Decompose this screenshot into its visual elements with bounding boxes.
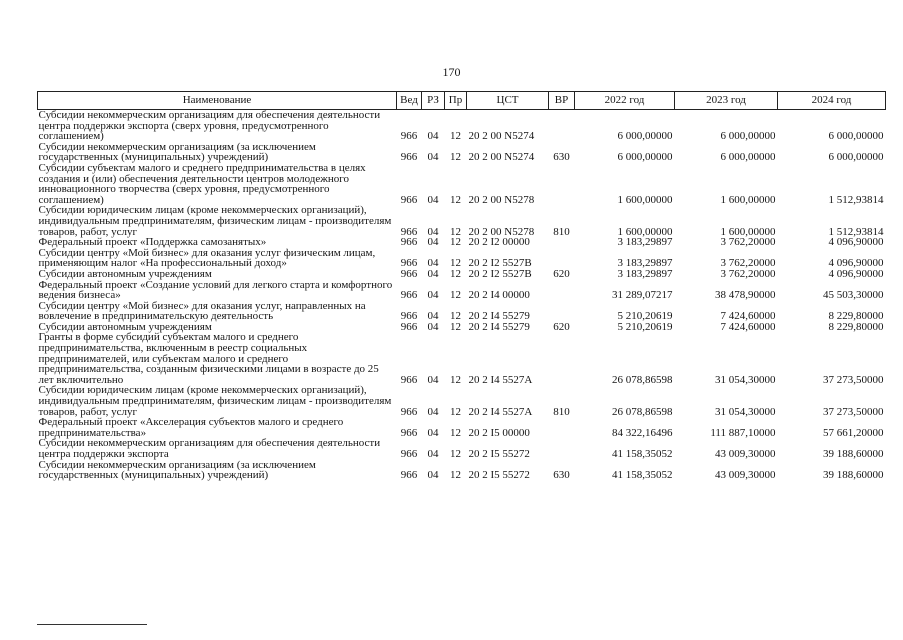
row-2023: 43 009,30000 bbox=[715, 469, 776, 482]
header-2023: 2023 год bbox=[675, 92, 778, 110]
row-pr: 12 bbox=[450, 236, 461, 249]
row-pr: 12 bbox=[450, 225, 461, 238]
table-row bbox=[38, 163, 886, 205]
row-vr bbox=[549, 332, 575, 385]
row-ved: 966 bbox=[400, 225, 418, 238]
row-2022: 3 183,29897 bbox=[617, 236, 673, 249]
row-name: Федеральный проект «Поддержка самозанятых» bbox=[38, 236, 267, 249]
table-row bbox=[38, 205, 886, 237]
row-2023: 1 600,00000 bbox=[720, 193, 776, 206]
row-2022: 26 078,86598 bbox=[612, 373, 673, 386]
row-ved: 966 bbox=[400, 236, 418, 249]
row-vr bbox=[549, 163, 575, 205]
row-vr bbox=[549, 248, 575, 269]
row-2023: 3 762,20000 bbox=[720, 257, 776, 270]
row-rz: 04 bbox=[427, 130, 439, 143]
row-pr: 12 bbox=[450, 289, 461, 302]
row-2024: 6 000,00000 bbox=[828, 130, 884, 143]
row-2023: 31 054,30000 bbox=[715, 373, 776, 386]
row-rz: 04 bbox=[427, 257, 439, 270]
table-row bbox=[38, 460, 886, 481]
row-name: Субсидии автономным учреждениям bbox=[38, 320, 212, 333]
row-ved: 966 bbox=[400, 130, 418, 143]
header-2024: 2024 год bbox=[778, 92, 886, 110]
page-number: 170 bbox=[442, 65, 461, 79]
row-2023: 1 600,00000 bbox=[720, 225, 776, 238]
row-2022: 1 600,00000 bbox=[617, 193, 673, 206]
row-name: Субсидии центру «Мой бизнес» для оказания услуг физическим лицам, применяющим налог «На профессиональный доход» bbox=[38, 246, 376, 270]
row-2023: 43 009,30000 bbox=[715, 448, 776, 460]
row-rz: 04 bbox=[427, 151, 439, 164]
header-name: Наименование bbox=[38, 92, 397, 110]
row-rz: 04 bbox=[427, 405, 439, 418]
row-rz: 04 bbox=[427, 289, 439, 302]
table-row bbox=[38, 142, 886, 163]
row-vr: 630 bbox=[553, 151, 570, 164]
row-2023: 3 762,20000 bbox=[720, 236, 776, 249]
row-pr: 12 bbox=[450, 257, 461, 270]
header-2022: 2022 год bbox=[575, 92, 675, 110]
row-vr bbox=[549, 237, 575, 248]
row-cst: 20 2 00 N5274 bbox=[468, 151, 535, 164]
table-row bbox=[38, 269, 886, 280]
table-row bbox=[38, 248, 886, 269]
table-row bbox=[38, 385, 886, 417]
table-row bbox=[38, 417, 886, 438]
row-2024: 8 229,80000 bbox=[828, 320, 884, 333]
row-2022: 41 158,35052 bbox=[612, 448, 673, 460]
table-row bbox=[38, 301, 886, 322]
row-vr bbox=[549, 280, 575, 301]
row-name: Субсидии некоммерческим организациям (за исключением государственных (муниципальных) учреждений) bbox=[38, 140, 316, 164]
row-2023: 3 762,20000 bbox=[720, 267, 776, 280]
row-2022: 84 322,16496 bbox=[612, 426, 673, 439]
row-2024: 39 188,60000 bbox=[823, 469, 884, 482]
row-2023: 7 424,60000 bbox=[720, 310, 776, 323]
row-cst: 20 2 I4 5527А bbox=[468, 373, 533, 386]
row-cst: 20 2 00 N5274 bbox=[468, 130, 535, 143]
row-rz: 04 bbox=[427, 236, 439, 249]
row-pr: 12 bbox=[450, 373, 461, 386]
row-rz: 04 bbox=[427, 373, 439, 386]
row-ved: 966 bbox=[400, 469, 418, 482]
row-2024: 6 000,00000 bbox=[828, 151, 884, 164]
row-name: Федеральный проект «Создание условий для легкого старта и комфортного ведения бизнеса» bbox=[38, 278, 393, 302]
row-2024: 4 096,90000 bbox=[828, 267, 884, 280]
row-2022: 41 158,35052 bbox=[612, 469, 673, 482]
row-vr: 620 bbox=[553, 320, 570, 333]
row-2022: 3 183,29897 bbox=[617, 267, 673, 280]
row-rz: 04 bbox=[427, 310, 439, 323]
row-2023: 38 478,90000 bbox=[715, 289, 776, 302]
row-vr: 810 bbox=[553, 405, 570, 418]
row-cst: 20 2 00 N5278 bbox=[468, 225, 535, 238]
row-2023: 6 000,00000 bbox=[720, 151, 776, 164]
row-2024: 57 661,20000 bbox=[823, 426, 884, 439]
header-vr: ВР bbox=[549, 92, 575, 110]
row-rz: 04 bbox=[427, 426, 439, 439]
row-name: Субсидии юридическим лицам (кроме некоммерческих организаций), индивидуальным предпринимателям, физическим лицам - производителям товаров, работ, услуг bbox=[38, 384, 392, 418]
row-vr: 630 bbox=[553, 469, 570, 482]
row-pr: 12 bbox=[450, 320, 461, 333]
row-vr bbox=[549, 301, 575, 322]
row-2023: 31 054,30000 bbox=[715, 405, 776, 418]
row-2023: 7 424,60000 bbox=[720, 320, 776, 333]
table-row bbox=[38, 110, 886, 142]
table-row bbox=[38, 280, 886, 301]
budget-table bbox=[37, 91, 886, 481]
header-pr: Пр bbox=[445, 92, 467, 110]
row-ved: 966 bbox=[400, 151, 418, 164]
row-name: Федеральный проект «Акселерация субъектов малого и среднего предпринимательства» bbox=[38, 416, 344, 439]
row-cst: 20 2 I4 55279 bbox=[468, 320, 530, 333]
row-vr: 810 bbox=[553, 225, 570, 238]
row-name: Гранты в форме субсидий субъектам малого и среднего предпринимательства, включенным в реестр социальных предпринимателей, или субъектам малого и среднего предпринимательства, созданным физическими лицами в возрасте до 25 лет включительно bbox=[38, 331, 379, 386]
row-cst: 20 2 I2 00000 bbox=[468, 236, 530, 249]
row-ved: 966 bbox=[400, 257, 418, 270]
table-row bbox=[38, 438, 886, 459]
row-ved: 966 bbox=[400, 289, 418, 302]
row-pr: 12 bbox=[450, 448, 461, 460]
row-vr bbox=[549, 110, 575, 142]
row-ved: 966 bbox=[400, 310, 418, 323]
row-2024: 8 229,80000 bbox=[828, 310, 884, 323]
row-vr: 620 bbox=[553, 267, 570, 280]
row-pr: 12 bbox=[450, 405, 461, 418]
header-rz: РЗ bbox=[422, 92, 445, 110]
row-ved: 966 bbox=[400, 373, 418, 386]
row-cst: 20 2 I4 55279 bbox=[468, 310, 530, 323]
row-pr: 12 bbox=[450, 469, 461, 482]
row-ved: 966 bbox=[400, 320, 418, 333]
row-cst: 20 2 I4 5527А bbox=[468, 405, 533, 418]
row-2024: 37 273,50000 bbox=[823, 405, 884, 418]
row-cst: 20 2 I2 5527В bbox=[468, 267, 532, 280]
row-2022: 3 183,29897 bbox=[617, 257, 673, 270]
row-rz: 04 bbox=[427, 469, 439, 482]
row-rz: 04 bbox=[427, 448, 439, 460]
row-pr: 12 bbox=[450, 130, 461, 143]
row-2023: 111 887,10000 bbox=[710, 426, 776, 439]
row-pr: 12 bbox=[450, 151, 461, 164]
row-2022: 6 000,00000 bbox=[617, 130, 673, 143]
row-2024: 1 512,93814 bbox=[828, 193, 884, 206]
row-vr bbox=[549, 438, 575, 459]
table-body bbox=[38, 110, 886, 481]
row-2024: 1 512,93814 bbox=[828, 225, 884, 238]
row-ved: 966 bbox=[400, 405, 418, 418]
row-ved: 966 bbox=[400, 193, 418, 206]
row-2022: 1 600,00000 bbox=[617, 225, 673, 238]
row-name: Субсидии субъектам малого и среднего предпринимательства в целях создания и (или) обеспечения деятельности центров молодежного инновационного творчества (сверх уровня, предусмотренного соглашением) bbox=[38, 161, 366, 206]
row-2022: 5 210,20619 bbox=[617, 320, 673, 333]
table-row bbox=[38, 332, 886, 385]
header-ved: Вед bbox=[397, 92, 422, 110]
row-cst: 20 2 I5 55272 bbox=[468, 448, 530, 460]
row-name: Субсидии автономным учреждениям bbox=[38, 267, 212, 280]
row-pr: 12 bbox=[450, 193, 461, 206]
row-2022: 5 210,20619 bbox=[617, 310, 673, 323]
row-name: Субсидии некоммерческим организациям для обеспечения деятельности центра поддержки экспорта bbox=[38, 437, 381, 460]
row-name: Субсидии некоммерческим организациям (за исключением государственных (муниципальных) учреждений) bbox=[38, 458, 316, 482]
row-2024: 39 188,60000 bbox=[823, 448, 884, 460]
row-cst: 20 2 I4 00000 bbox=[468, 289, 530, 302]
row-2024: 4 096,90000 bbox=[828, 257, 884, 270]
row-ved: 966 bbox=[400, 426, 418, 439]
row-rz: 04 bbox=[427, 267, 439, 280]
row-2024: 45 503,30000 bbox=[823, 289, 884, 302]
row-rz: 04 bbox=[427, 320, 439, 333]
row-name: Субсидии центру «Мой бизнес» для оказания услуг, направленных на вовлечение в предпринимательскую деятельность bbox=[38, 299, 366, 323]
row-rz: 04 bbox=[427, 193, 439, 206]
row-2022: 26 078,86598 bbox=[612, 405, 673, 418]
row-cst: 20 2 I2 5527В bbox=[468, 257, 532, 270]
row-pr: 12 bbox=[450, 426, 461, 439]
row-2022: 31 289,07217 bbox=[612, 289, 673, 302]
row-2024: 37 273,50000 bbox=[823, 373, 884, 386]
footnote-divider bbox=[37, 624, 147, 625]
row-cst: 20 2 I5 55272 bbox=[468, 469, 530, 482]
row-2023: 6 000,00000 bbox=[720, 130, 776, 143]
row-cst: 20 2 00 N5278 bbox=[468, 193, 535, 206]
row-pr: 12 bbox=[450, 310, 461, 323]
row-ved: 966 bbox=[400, 448, 418, 460]
row-rz: 04 bbox=[427, 225, 439, 238]
table-header-row bbox=[38, 92, 886, 110]
row-2022: 6 000,00000 bbox=[617, 151, 673, 164]
row-pr: 12 bbox=[450, 267, 461, 280]
row-name: Субсидии некоммерческим организациям для обеспечения деятельности центра поддержки экспорта (сверх уровня, предусмотренного соглашением) bbox=[38, 109, 381, 143]
row-vr bbox=[549, 417, 575, 438]
header-cst: ЦСТ bbox=[467, 92, 549, 110]
row-2024: 4 096,90000 bbox=[828, 236, 884, 249]
row-cst: 20 2 I5 00000 bbox=[468, 426, 530, 439]
row-name: Субсидии юридическим лицам (кроме некоммерческих организаций), индивидуальным предпринимателям, физическим лицам - производителям товаров, работ, услуг bbox=[38, 204, 392, 238]
row-ved: 966 bbox=[400, 267, 418, 280]
